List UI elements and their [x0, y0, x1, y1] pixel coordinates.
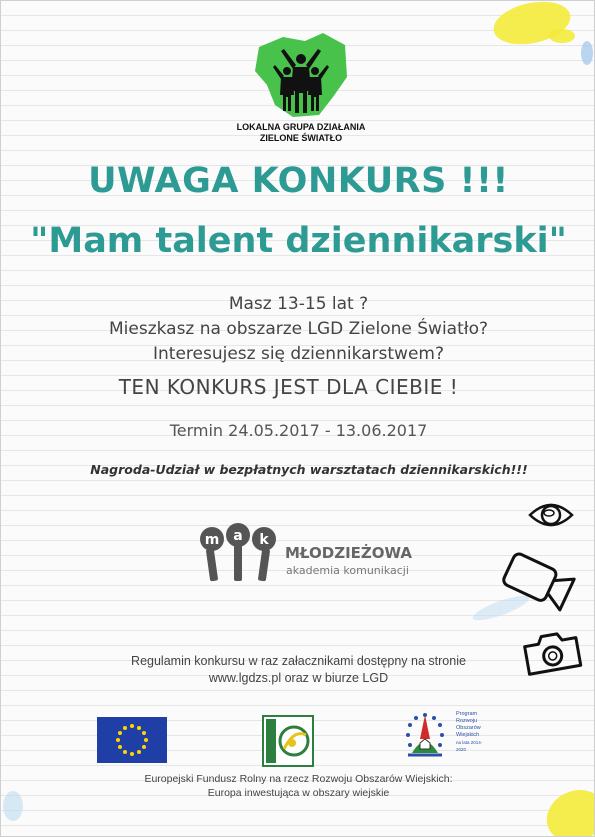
- prow-line4: Wiejskich: [456, 732, 480, 738]
- footer-line1: Europejski Fundusz Rolny na rzecz Rozwoju Obszarów Wiejskich:: [144, 773, 453, 785]
- rules-line1: Regulamin konkursu w raz załacznikami dostępny na stronie: [131, 654, 466, 668]
- footer-line2: Europa inwestująca w obszary wiejskie: [207, 787, 390, 799]
- mak-letter-k: k: [259, 532, 269, 548]
- prow-line5: na lata 2014-2020: [456, 740, 483, 752]
- lgd-name-line1: LOKALNA GRUPA DZIAŁANIA: [236, 122, 366, 132]
- prow-line3: Obszarów: [456, 725, 481, 731]
- footer-text: [1, 772, 595, 800]
- green-region-people-icon: [253, 31, 349, 119]
- contest-banner: TEN KONKURS JEST DLA CIEBIE !: [118, 375, 459, 399]
- lgd-name: [201, 122, 401, 144]
- lgd-name-line2: ZIELONE ŚWIATŁO: [259, 133, 343, 143]
- mak-letter-a: a: [233, 528, 243, 544]
- contest-dates: Termin 24.05.2017 - 13.06.2017: [169, 421, 428, 440]
- prow-logo: [398, 709, 490, 761]
- mak-logo-icon: [196, 521, 286, 585]
- question-age: Masz 13-15 lat ?: [228, 294, 369, 314]
- rules-info: [1, 653, 595, 687]
- rules-line2: www.lgdzs.pl oraz w biurze LGD: [208, 671, 389, 685]
- mak-letter-m: m: [204, 532, 220, 548]
- mak-subtitle: akademia komunikacji: [286, 564, 409, 577]
- prow-text: [456, 711, 490, 753]
- prow-line1: Program: [456, 711, 478, 717]
- question-interest: Interesujesz się dziennikarstwem?: [152, 344, 445, 364]
- yellow-splash-top: [490, 0, 575, 51]
- prow-line2: Rozwoju: [456, 718, 478, 724]
- question-residence: Mieszkasz na obszarze LGD Zielone Światło?: [108, 319, 489, 339]
- blue-splash-top: [581, 41, 593, 65]
- contest-title: UWAGA KONKURS !!!: [88, 161, 509, 201]
- leader-logo-icon: [262, 715, 314, 767]
- mak-title: MŁODZIEŻOWA: [285, 544, 413, 562]
- yellow-splash-top-2: [549, 29, 575, 43]
- prize-text: Nagroda-Udział w bezpłatnych warsztatach dziennikarskich!!!: [90, 462, 528, 477]
- video-camera-icon: [498, 546, 578, 616]
- eu-flag-icon: [97, 717, 167, 763]
- prow-logo-icon: [398, 709, 452, 761]
- contest-name: "Mam talent dziennikarski": [30, 221, 567, 261]
- eye-icon: [528, 498, 574, 532]
